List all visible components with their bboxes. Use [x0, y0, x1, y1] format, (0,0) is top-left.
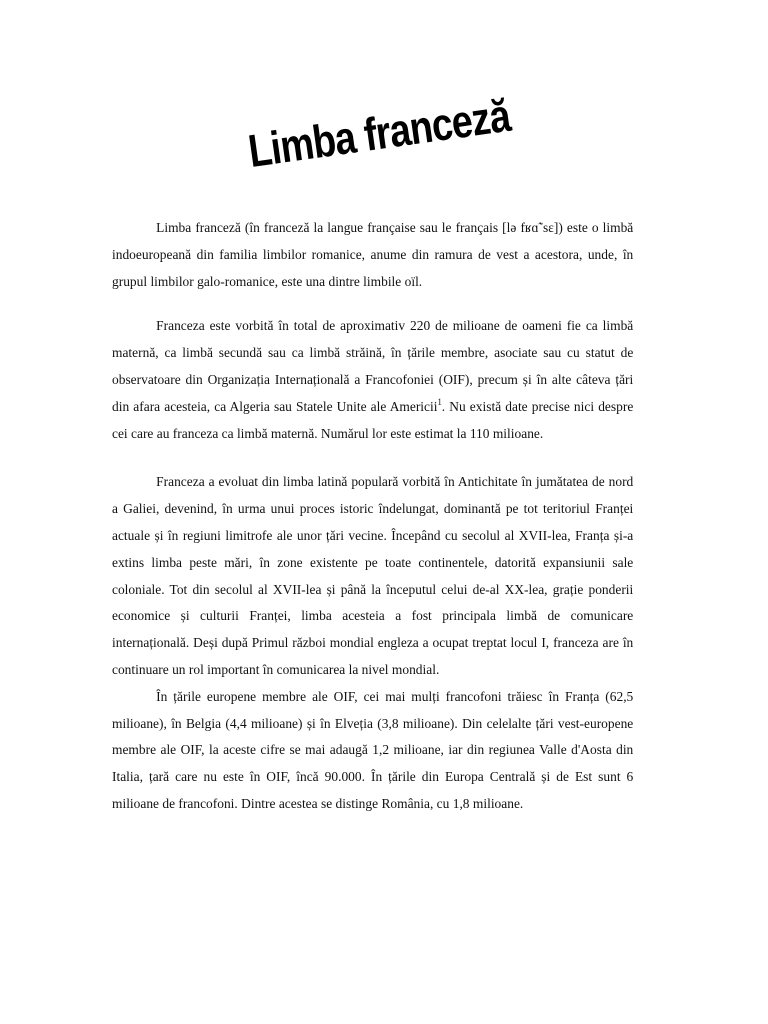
paragraph-europe: În țările europene membre ale OIF, cei mai mulți francofoni trăiesc în Franța (62,5 milioane), în Belgia (4,4 milioane) și în Elveția (3,8 milioane). Din celelalte țări vest-europene membre ale OIF, la aceste cifre se mai adaugă 1,2 milioane, iar din regiunea Valle d'Aosta din Italia, țară care nu este în OIF, încă 90.000. În țările din Europa Centrală și de Est sunt 6 milioane de francofoni. Dintre acestea se distinge România, cu 1,8 milioane.: [112, 689, 634, 812]
document-body: [112, 216, 633, 819]
paragraph-intro: Limba franceză (în franceză la langue française sau le français [lə fʁɑ̃ˈsɛ]) este o limbă indoeuropeană din familia limbilor romanice, anume din ramura de vest a acestora, unde, în grupul limbilor galo-romanice, este una dintre limbile oïl.: [112, 221, 634, 290]
paragraph-speakers: [112, 314, 633, 448]
footnote-reference[interactable]: 1: [437, 396, 442, 407]
paragraph-speakers-text: Franceza este vorbită în total de aproximativ 220 de milioane de oameni fie ca limbă maternă, ca limbă secundă sau ca limbă străină, în țările membre, asociate sau cu statut de observatoare din Organizația Internațională a Francofoniei (OIF), precum și în alte câteva țări din afara acesteia, ca Algeria sau Statele Unite ale Americii: [112, 319, 634, 415]
paragraph-speakers-text-rest: . Nu există date precise nici despre cei care au franceza ca limbă maternă. Numărul lor este estimat la 110 milioane.: [112, 399, 634, 442]
document-title: Limba franceză: [245, 88, 513, 177]
paragraph-history: Franceza a evoluat din limba latină populară vorbită în Antichitate în jumătatea de nord a Galiei, devenind, în urma unui proces istoric îndelungat, dominantă pe tot teritoriul Franței actuale și în regiuni limitrofe ale unor țări vecine. Începând cu secolul al XVII-lea, Franța și-a extins limba peste mări, în zone existente pe toate continentele, datorită expansiunii sale coloniale. Tot din secolul al XVII-lea și până la începutul celui de-al XX-lea, grație ponderii economice și culturii Franței, limba acesteia a fost principala limbă de comunicare internațională. Deși după Primul război mondial engleza a ocupat treptat locul I, franceza are în continuare un rol important în comunicarea la nivel mondial.: [112, 475, 634, 678]
